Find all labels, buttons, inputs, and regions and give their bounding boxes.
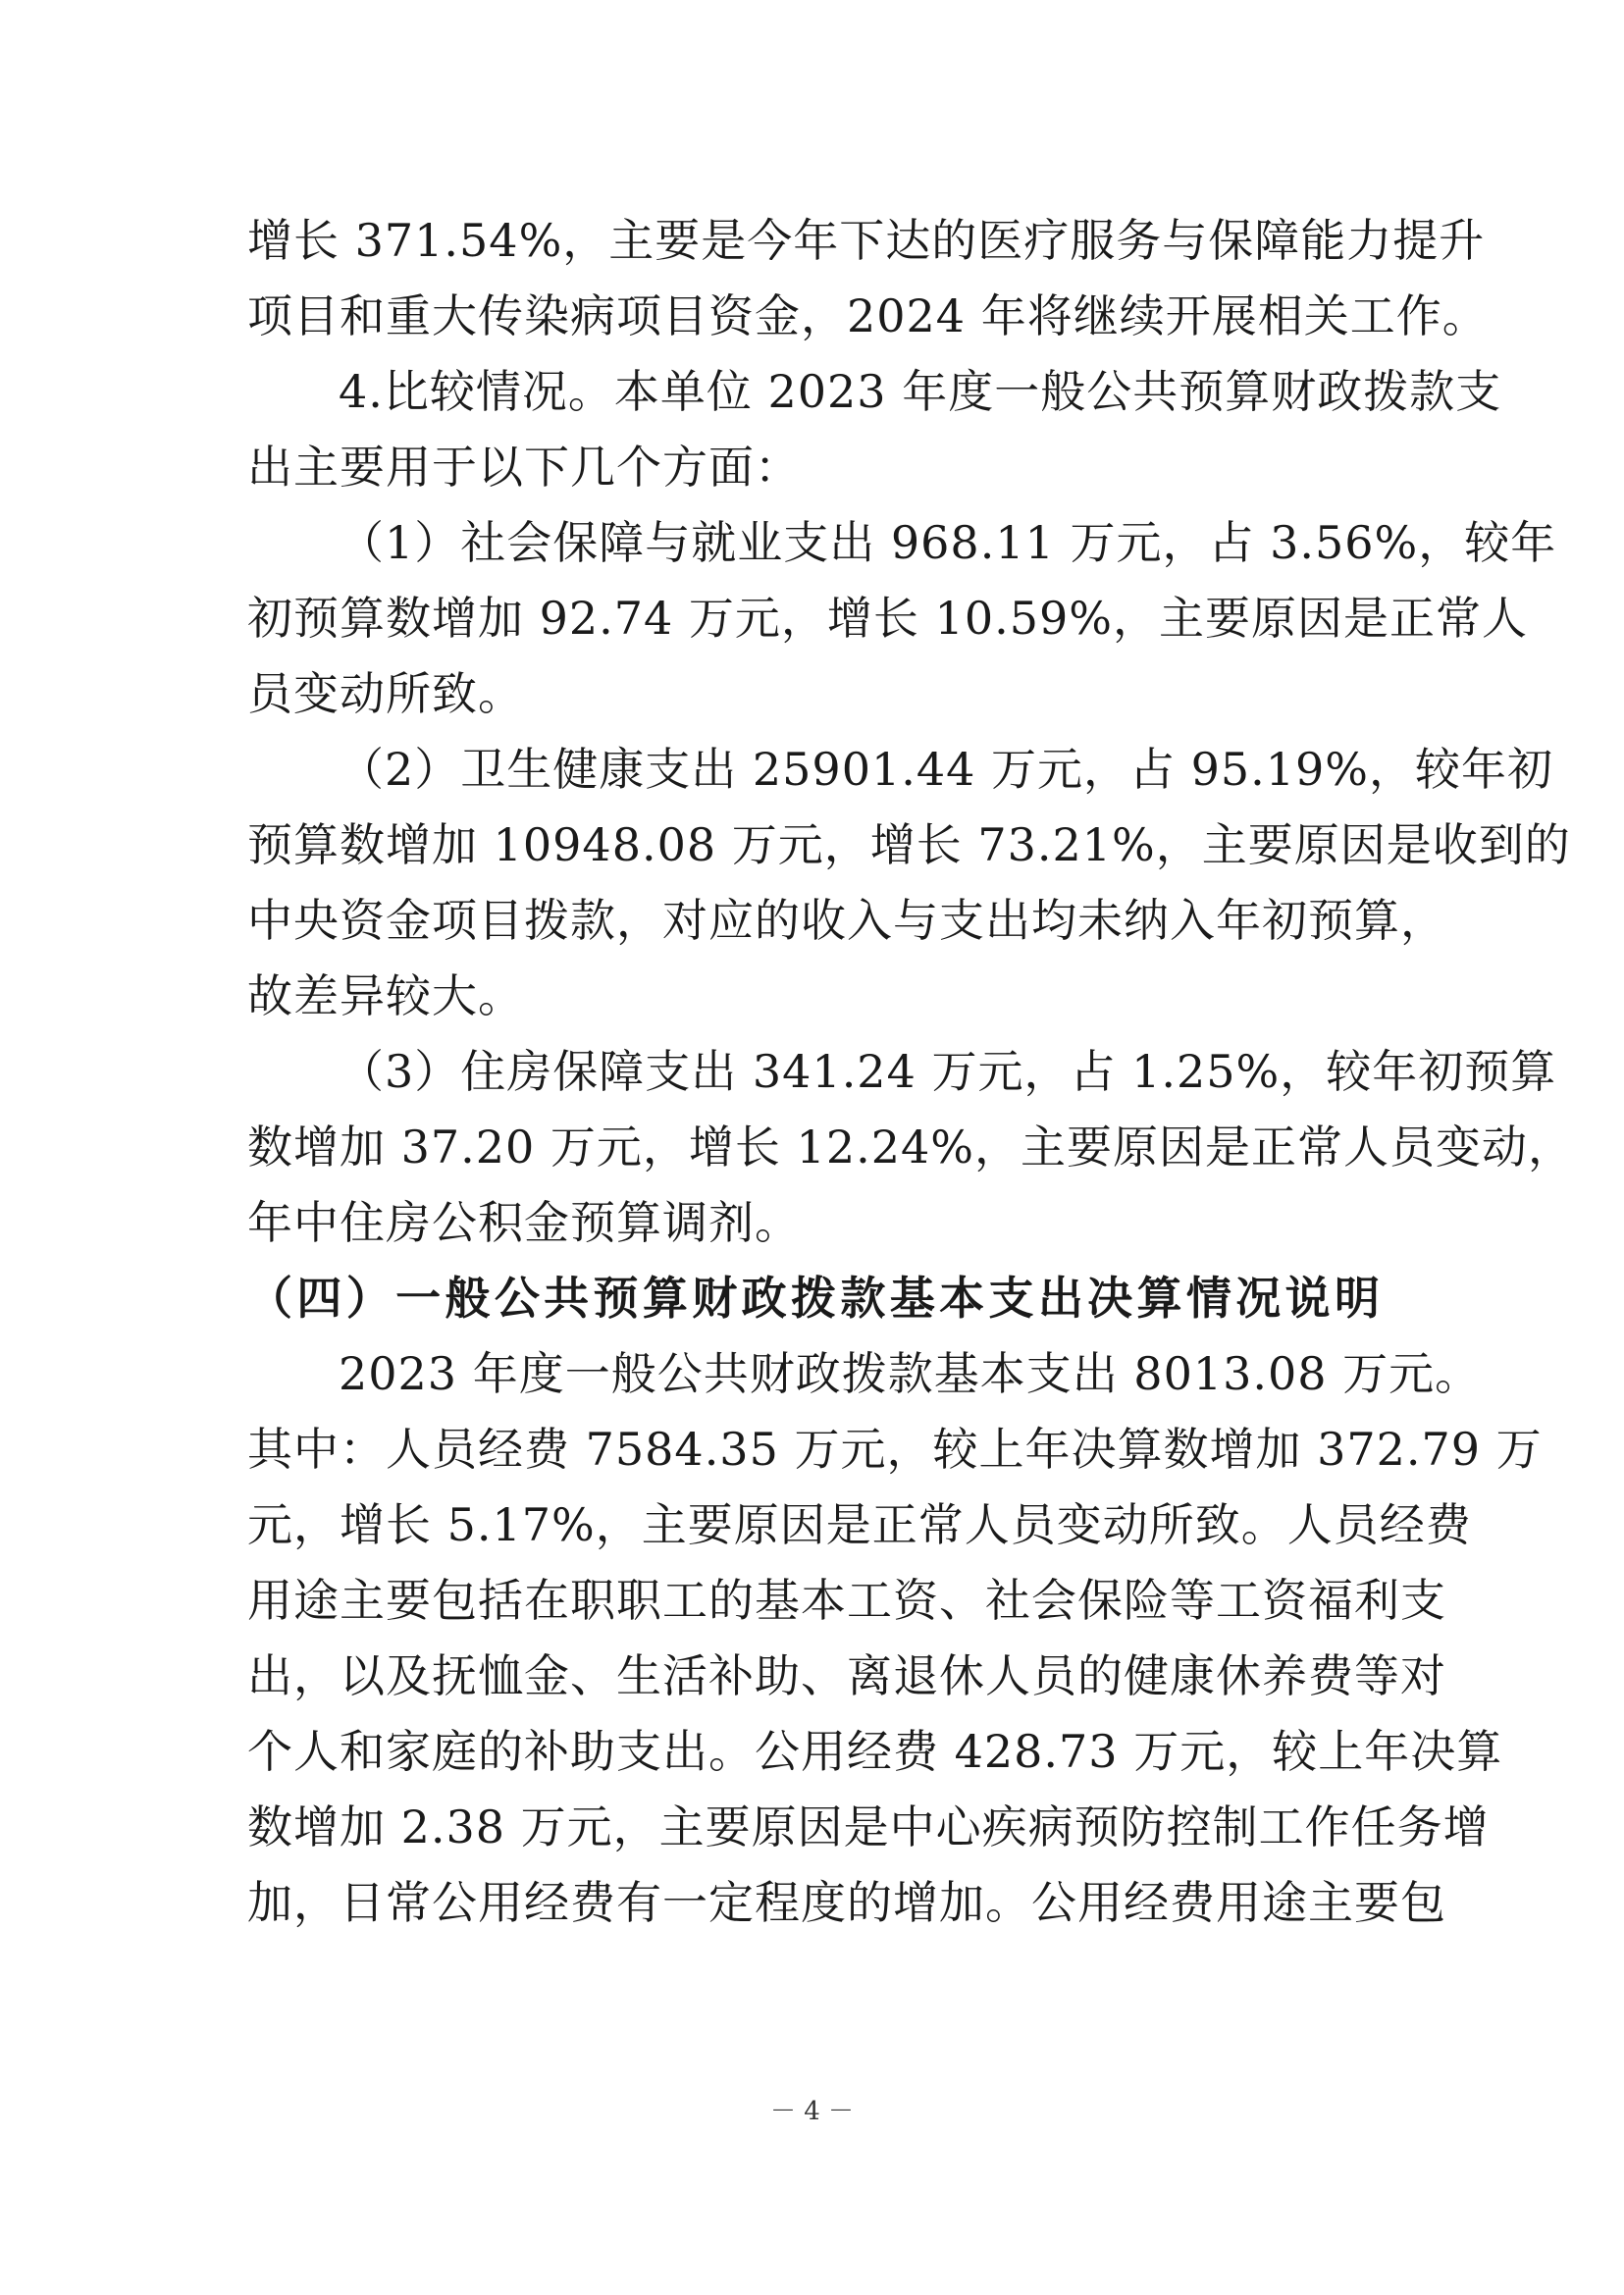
- page-number: － 4 －: [769, 2097, 855, 2126]
- text-line: 预算数增加 10948.08 万元，增长 73.21%，主要原因是收到的: [247, 818, 1571, 871]
- section-heading: （四）一般公共预算财政拨款基本支出决算情况说明: [247, 1272, 1382, 1325]
- text-line: 其中：人员经费 7584.35 万元，较上年决算数增加 372.79 万: [247, 1423, 1543, 1476]
- text-line: 故差异较大。: [247, 969, 524, 1022]
- text-line: （2）卫生健康支出 25901.44 万元，占 95.19%，较年初: [339, 743, 1554, 796]
- text-line: 元，增长 5.17%，主要原因是正常人员变动所致。人员经费: [247, 1498, 1472, 1551]
- text-line: 员变动所致。: [247, 667, 524, 720]
- text-line: 数增加 2.38 万元，主要原因是中心疾病预防控制工作任务增: [247, 1800, 1490, 1853]
- text-line: 用途主要包括在职职工的基本工资、社会保险等工资福利支: [247, 1574, 1446, 1627]
- text-line: 2023 年度一般公共财政拨款基本支出 8013.08 万元。: [339, 1347, 1482, 1400]
- text-line: 出主要用于以下几个方面：: [247, 441, 801, 494]
- text-line: 4.比较情况。本单位 2023 年度一般公共预算财政拨款支: [339, 365, 1502, 418]
- text-line: 中央资金项目拨款，对应的收入与支出均未纳入年初预算，: [247, 894, 1446, 947]
- text-line: （3）住房保障支出 341.24 万元，占 1.25%，较年初预算: [339, 1045, 1557, 1098]
- text-line: 加，日常公用经费有一定程度的增加。公用经费用途主要包: [247, 1876, 1446, 1929]
- text-line: 年中住房公积金预算调剂。: [247, 1196, 801, 1249]
- text-line: 数增加 37.20 万元，增长 12.24%，主要原因是正常人员变动，: [247, 1121, 1574, 1174]
- text-line: 个人和家庭的补助支出。公用经费 428.73 万元，较上年决算: [247, 1725, 1503, 1778]
- text-line: 项目和重大传染病项目资金，2024 年将继续开展相关工作。: [247, 289, 1489, 342]
- text-line: （1）社会保障与就业支出 968.11 万元，占 3.56%，较年: [339, 516, 1557, 569]
- text-line: 出，以及抚恤金、生活补助、离退休人员的健康休养费等对: [247, 1649, 1446, 1702]
- text-line: 初预算数增加 92.74 万元，增长 10.59%，主要原因是正常人: [247, 592, 1528, 645]
- text-line: 增长 371.54%，主要是今年下达的医疗服务与保障能力提升: [247, 214, 1486, 267]
